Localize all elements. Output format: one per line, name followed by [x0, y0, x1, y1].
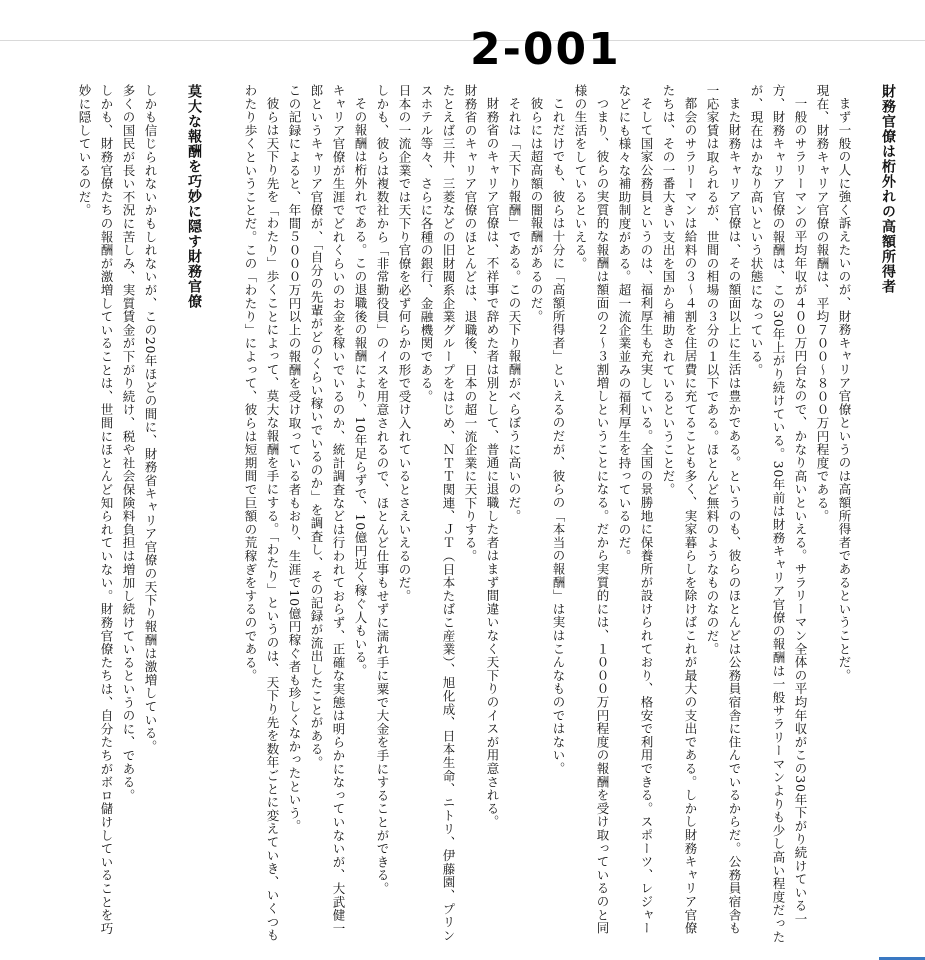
article-body — [9, 84, 899, 946]
section-heading: 莫大な報酬を巧妙に隠す財務官僚 — [186, 84, 202, 309]
paragraph: まず一般の人に強く訴えたいのが、財務キャリア官僚というのは高額所得者であるということだ。 — [837, 96, 852, 682]
section-heading: 財務官僚は桁外れの高額所得者 — [880, 84, 896, 294]
paragraph: しかも、彼らは複数社から「非常勤役員」のイスを用意されるので、ほとんど仕事もせずに濡れ手に粟で大金を手にすることができる。 — [375, 84, 390, 896]
paragraph: 日本の一流企業では天下り官僚を必ず何らかの形で受け入れているとさえいえるのだ。 — [397, 84, 412, 603]
paragraph: 現在、財務キャリア官僚の報酬は、平均７００～８００万円程度である。 — [815, 84, 830, 523]
paragraph: 一般のサラリーマンの平均年収が４００万円台なので、かなり高いといえる。サラリーマン全体の平均年収がこの30年下がり続けている一方、財務キャリア官僚の報酬は、この30年上がり続けている。30年前は財務キャリア官僚の報酬は一般サラリーマンよりも少し高い程度だったが、現在はかなり高いという状態になっている。 — [749, 84, 808, 944]
header-divider — [0, 40, 925, 41]
paragraph: 財務省のキャリア官僚のほとんどは、退職後、日本の超一流企業に天下りする。 — [463, 84, 478, 563]
paragraph: この記録によると、年間５０００万円以上の報酬を受け取っている者もおり、生涯で10億円稼ぐ者も珍しくなかったという。 — [287, 84, 302, 834]
paragraph: 財務省のキャリア官僚は、不祥事で辞めた者は別として、普通に退職した者はまず間違いなく天下りのイスが用意される。 — [485, 96, 500, 828]
paragraph: しかも、財務官僚たちの報酬が激増していることは、世間にほとんど知られていない。財務官僚たちは、自分たちがボロ儲けしていることを巧妙に隠しているのだ。 — [77, 84, 114, 936]
paragraph: その報酬は桁外れである。この退職後の報酬により、10年足らずで、10億円近く稼ぐ人もいる。 — [353, 96, 368, 677]
paragraph: 彼らには超高額の闇報酬があるのだ。 — [529, 96, 544, 323]
paragraph: 都会のサラリーマンは給料の３～４割を住居費に充てることも多く、実家暮らしを除けばこれが最大の支出である。しかし財務キャリア官僚たちは、その一番大きい支出を国から補助されているということだ。 — [661, 84, 698, 935]
paragraph: キャリア官僚が生涯でどれくらいのお金を稼いでいるのか、統計調査などは行われておらず、正確な実態は明らかになっていないが、大武健一郎というキャリア官僚が、「自分の先輩がどのくらい稼いでいるのか」を調査し、その記録が流出したことがある。 — [309, 84, 346, 936]
paragraph: そして国家公務員というのは、福利厚生も充実している。全国の景勝地に保養所が設けられており、格安で利用できる。スポーツ、レジャーなどにも様々な補助制度がある。超一流企業並みの福利厚生を持っているのだ。 — [617, 84, 654, 935]
paragraph: 彼らは天下り先を「わたり」歩くことによって、莫大な報酬を手にする。「わたり」というのは、天下り先を数年ごとに変えていき、いくつもわたり歩くということだ。この「わたり」によって、彼らは短期間で巨額の荒稼ぎをするのである。 — [243, 84, 280, 942]
paragraph: たとえば三井、三菱などの旧財閥系企業グループをはじめ、ＮＴＴ関連、ＪＴ（日本たばこ産業）、旭化成、日本生命、ニトリ、伊藤園、プリンスホテル等々、さらに各種の銀行、金融機関である。 — [419, 84, 456, 943]
paragraph: しかも信じられないかもしれないが、この20年ほどの間に、財務省キャリア官僚の天下り報酬は激増している。 — [143, 84, 158, 754]
paragraph: また財務キャリア官僚は、その額面以上に生活は豊かである。というのも、彼らのほとんどは公務員宿舎に住んでいるからだ。公務員宿舎も一応家賃は取られるが、世間の相場の３分の１以下である。ほとんど無料のようなものなのだ。 — [705, 84, 742, 935]
paragraph: 多くの国民が長い不況に苦しみ、実質賃金が下がり続け、税や社会保険料負担は増加し続けているというのに、である。 — [121, 84, 136, 803]
paragraph: つまり、彼らの実質的な報酬は額面の２～３割増しということになる。だから実質的には、１０００万円程度の報酬を受け取っているのと同様の生活をしているといえる。 — [573, 84, 610, 935]
paragraph: これだけでも、彼らは十分に「高額所得者」といえるのだが、彼らの「本当の報酬」は実はこんなものではない。 — [551, 96, 566, 775]
paragraph: それは「天下り報酬」である。この天下り報酬がべらぼうに高いのだ。 — [507, 96, 522, 523]
page-number: 2-001 — [470, 24, 621, 75]
